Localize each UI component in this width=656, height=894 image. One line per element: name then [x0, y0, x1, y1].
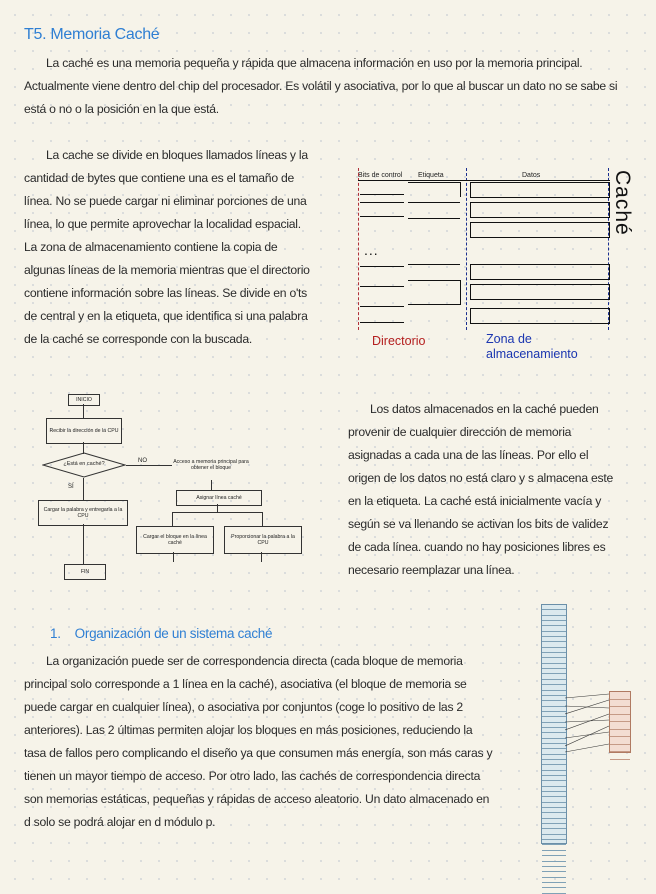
header-control-bits: Bits de control — [358, 172, 403, 179]
cache-lines-column — [609, 691, 631, 753]
section-heading — [50, 626, 272, 641]
dir-row — [360, 202, 404, 203]
flow-connector — [261, 552, 262, 562]
cache-cell — [610, 722, 630, 730]
storage-line — [470, 284, 610, 300]
mapping-lines — [565, 688, 611, 758]
flow-connector — [172, 512, 262, 513]
storage-line — [470, 308, 610, 324]
cache-cell — [610, 707, 630, 715]
data-paragraph: Los datos almacenados en la caché pueden provenir de cualquier dirección de memoria asignadas a cada una de las líneas. Por ello el origen de los datos no está claro y s almacena este en la etiqueta. La caché está inicialmente vacía y según se va llenando se activan los bits de validez de cada línea. cuando no hay posiciones libres es necesario reemplazar una línea. — [348, 402, 614, 577]
page-title: T5. Memoria Caché — [24, 26, 160, 43]
dir-row — [408, 202, 460, 203]
dir-row — [408, 264, 460, 265]
main-memory-column — [541, 604, 567, 844]
lines-paragraph: La cache se divide en bloques llamados líneas y la cantidad de bytes que contiene una es el tamaño de línea. No se puede cargar ni eliminar porciones de una línea, lo que permite aprovechar la localidad espacial. La zona de almacenamiento contiene la copia de algunas líneas de la memoria mientras que el directorio contiene información sobre las líneas. Se divide en o'ts de central y en la etiqueta, que identifica si una palabra de la caché se corresponde con la buscada. — [24, 148, 310, 346]
flow-connector — [172, 512, 173, 526]
flow-connector — [83, 404, 84, 418]
flow-start: INICIO — [68, 394, 100, 406]
dir-row — [360, 322, 404, 323]
storage-line — [470, 202, 610, 218]
section-number: 1. — [50, 626, 61, 641]
flow-deliver: Proporcionar la palabra a la CPU — [224, 526, 302, 554]
dir-row — [408, 304, 460, 305]
flow-load-block: Cargar el bloque en la línea caché — [136, 526, 214, 554]
cache-cell — [610, 745, 630, 753]
header-underline — [358, 180, 610, 181]
storage-left-guide — [466, 168, 467, 330]
header-data: Datos — [522, 172, 541, 179]
cache-diagram — [352, 160, 652, 370]
header-label: Etiqueta — [418, 172, 444, 179]
dir-ellipsis: ... — [364, 242, 379, 258]
dir-row — [408, 280, 461, 305]
flow-decision: ¿Está en caché? — [63, 461, 105, 467]
cache-cell — [610, 715, 630, 723]
dir-row — [360, 216, 404, 217]
flow-connector — [211, 480, 212, 490]
flow-connector — [217, 504, 218, 512]
dir-row — [408, 218, 460, 219]
dir-row — [360, 194, 404, 195]
flow-read-word: Cargar la palabra y entregarla a la CPU — [38, 500, 128, 526]
flow-connector — [173, 552, 174, 562]
dir-row — [408, 182, 461, 197]
flow-receive: Recibir la dirección de la CPU — [46, 418, 122, 444]
memory-cell — [542, 888, 566, 893]
flow-yes-label: SÍ — [68, 484, 74, 490]
cache-cell — [610, 700, 630, 708]
flow-assign-line: Asignar línea caché — [176, 490, 262, 506]
flow-connector — [83, 478, 84, 500]
flow-connector — [262, 512, 263, 526]
directory-left-guide — [358, 168, 359, 330]
section-paragraph: La organización puede ser de correspondencia directa (cada bloque de memoria principal solo corresponde a 1 línea en la caché), asociativa (el bloque de memoria se puede cargar en cualquier línea), o asociativa por conjuntos (coge lo positivo de las 2 anteriores). Las 2 últimas permiten alojar los bloques en más posiciones, reduciendo la tasa de fallos pero complicando el diseño ya que consumen más energía, son más caras y tienen un mayor tiempo de acceso. Por otro lado, las cachés de correspondencia directa son memorias estáticas, pequeñas y rápidas de acceso aleatorio. Un dato almacenado en d solo se podrá alojar en d módulo p. — [24, 654, 493, 829]
storage-line — [470, 222, 610, 238]
section-title: Organización de un sistema caché — [74, 626, 273, 641]
flow-access-memory: Acceso a memoria principal para obtener el bloque — [173, 459, 249, 471]
directory-label: Directorio — [372, 334, 426, 348]
cache-cell — [610, 737, 630, 745]
storage-label: Zona de almacenamiento — [486, 332, 578, 361]
cache-title: Caché — [611, 170, 634, 236]
flow-connector — [83, 524, 84, 564]
flow-no-label: NO — [138, 458, 147, 464]
dir-row — [360, 306, 404, 307]
intro-paragraph: La caché es una memoria pequeña y rápida que almacena información en uso por la memoria principal. Actualmente viene dentro del chip del procesador. Es volátil y asociativa, por lo que al buscar un dato no se sabe si está o no o la posición en la que está. — [24, 56, 618, 116]
cache-flowchart — [30, 388, 320, 588]
cache-cell — [610, 730, 630, 738]
dir-row — [360, 286, 404, 287]
flow-connector — [126, 465, 172, 466]
cache-cell — [610, 692, 630, 700]
storage-line — [470, 264, 610, 280]
dir-row — [360, 266, 404, 267]
flow-end: FIN — [64, 564, 106, 580]
cache-cell — [610, 752, 630, 760]
storage-line — [470, 182, 610, 198]
